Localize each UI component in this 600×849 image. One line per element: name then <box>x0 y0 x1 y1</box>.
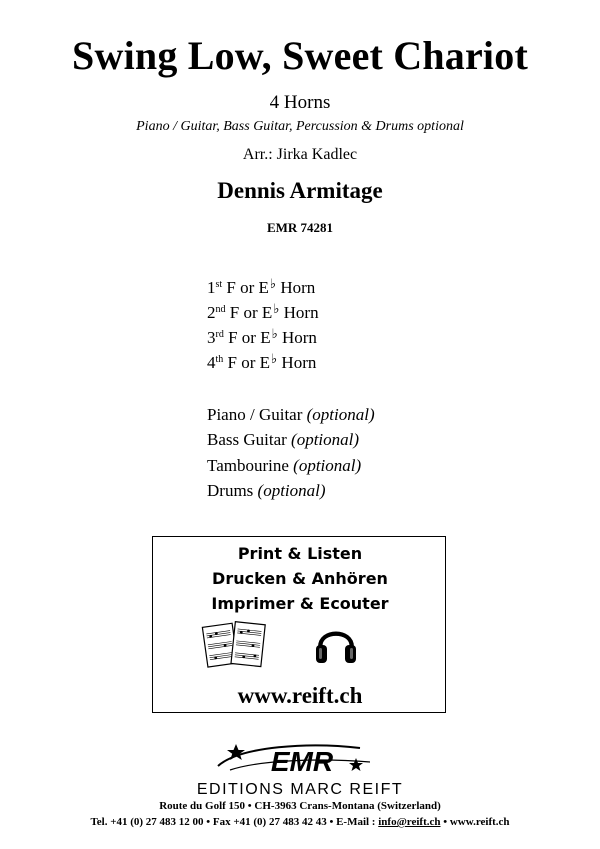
flat-icon: ♭ <box>271 352 278 367</box>
sheet-music-icon <box>201 619 271 671</box>
promo-line-fr: Imprimer & Ecouter <box>211 594 389 613</box>
instrumentation: 4 Horns <box>269 92 331 113</box>
promo-website-link[interactable]: www.reift.ch <box>237 683 363 708</box>
catalog-number: EMR 74281 <box>266 220 334 235</box>
part-tambourine: Tambourine (optional) <box>207 456 362 475</box>
print-listen-box <box>152 536 446 713</box>
promo-line-de: Drucken & Anhören <box>212 569 388 588</box>
composer: Dennis Armitage <box>217 178 383 203</box>
part-piano-guitar: Piano / Guitar (optional) <box>207 405 375 424</box>
logo-text: EMR <box>270 746 334 777</box>
publisher-contact: Tel. +41 (0) 27 483 12 00 • Fax +41 (0) 27 483 42 43 • E-Mail : info@reift.ch • www.reift.ch <box>90 816 510 828</box>
promo-line-en: Print & Listen <box>237 544 363 563</box>
flat-icon: ♭ <box>273 302 280 317</box>
flat-icon: ♭ <box>271 327 278 342</box>
headphones-icon <box>313 617 359 669</box>
publisher-address: Route du Golf 150 • CH-3963 Crans-Montana (Switzerland) <box>159 800 441 812</box>
email-link[interactable]: info@reift.ch <box>378 816 441 828</box>
part-horn-4: 4th F or E♭ Horn <box>207 352 317 372</box>
part-horn-2: 2nd F or E♭ Horn <box>207 302 319 322</box>
part-horn-3: 3rd F or E♭ Horn <box>207 327 317 347</box>
page-title: Swing Low, Sweet Chariot <box>72 33 528 78</box>
arranger: Arr.: Jirka Kadlec <box>242 146 358 163</box>
flat-icon: ♭ <box>269 277 277 292</box>
part-horn-1: 1st F or E♭ Horn <box>207 277 316 297</box>
emr-logo <box>200 740 400 780</box>
part-bass-guitar: Bass Guitar (optional) <box>207 430 360 449</box>
optional-instruments: Piano / Guitar, Bass Guitar, Percussion & Drums optional <box>136 119 464 134</box>
publisher-name: EDITIONS MARC REIFT <box>196 781 404 798</box>
part-drums: Drums (optional) <box>207 481 326 500</box>
